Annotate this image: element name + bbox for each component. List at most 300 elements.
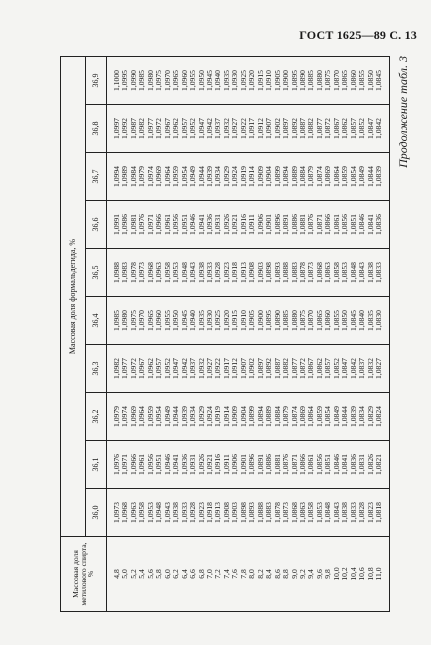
table-cell: 1,0942 [179, 358, 189, 379]
table-cell: 1,0942 [204, 118, 214, 139]
table-cell: 1,0857 [323, 358, 333, 379]
table-cell: 1,0954 [154, 406, 164, 427]
table-cell: 1,0934 [188, 406, 198, 427]
table-cell: 1,0915 [230, 310, 240, 331]
table-cell: 1,0913 [238, 262, 248, 283]
table-cell: 1,0945 [204, 70, 214, 91]
table-cell: 1,0894 [255, 406, 265, 427]
table-cell: 1,0859 [314, 406, 324, 427]
table-cell: 1,0970 [162, 70, 172, 91]
table-cell: 1,0975 [154, 70, 164, 91]
table-cell: 1,0849 [357, 166, 367, 187]
table-cell: 1,0975 [128, 310, 138, 331]
table-cell: 1,0907 [238, 358, 248, 379]
table-cell: 1,0987 [128, 118, 138, 139]
row-label: 6,2 [171, 569, 181, 579]
table-cell: 1,0841 [365, 214, 375, 235]
table-cell: 1,0879 [281, 406, 291, 427]
table-cell: 1,0854 [348, 166, 358, 187]
table-cell: 1,0861 [331, 214, 341, 235]
row-label: 5,4 [137, 569, 147, 579]
table-cell: 1,0887 [297, 118, 307, 139]
table-cell: 1,0940 [188, 310, 198, 331]
column-header: 36,0 [86, 489, 107, 537]
table-cell: 1,0977 [145, 118, 155, 139]
table-cell: 1,0883 [289, 262, 299, 283]
table-cell: 1,0872 [323, 118, 333, 139]
table-cell: 1,0960 [179, 70, 189, 91]
row-label: 9,4 [306, 569, 316, 579]
table-cell: 1,0912 [255, 118, 265, 139]
table-cell: 1,0884 [297, 166, 307, 187]
column-header: 36,8 [86, 105, 107, 153]
table-cell: 1,0933 [179, 502, 189, 523]
row-label: 8,8 [281, 569, 291, 579]
table-cell: 1,0886 [289, 214, 299, 235]
table-cell: 1,0911 [221, 454, 231, 475]
row-header: Массовая доля метилового спирта, % [61, 537, 107, 612]
table-cell: 1,0866 [323, 214, 333, 235]
column-header: 36,9 [86, 57, 107, 105]
table-cell: 1,0853 [340, 262, 350, 283]
rotated-table-area [60, 56, 420, 612]
value-column [107, 393, 390, 441]
table-cell: 1,0885 [306, 70, 316, 91]
row-label: 11,0 [374, 567, 384, 581]
table-cell: 1,0842 [374, 118, 384, 139]
table-cell: 1,0918 [204, 502, 214, 523]
row-label: 6,0 [162, 569, 172, 579]
span-header: Массовая доля формальдегида, % [61, 57, 86, 537]
table-cell: 1,0961 [137, 454, 147, 475]
table-cell: 1,0948 [179, 262, 189, 283]
table-cell: 1,0833 [374, 262, 384, 283]
table-cell: 1,0884 [272, 406, 282, 427]
table-cell: 1,0847 [340, 358, 350, 379]
row-label: 6,6 [188, 569, 198, 579]
row-label: 5,6 [145, 569, 155, 579]
table-cell: 1,0922 [213, 358, 223, 379]
row-label: 7,2 [213, 569, 223, 579]
table-cell: 1,0982 [137, 118, 147, 139]
table-cell: 1,0875 [297, 310, 307, 331]
table-cell: 1,0862 [314, 358, 324, 379]
table-cell: 1,0957 [154, 358, 164, 379]
table-cell: 1,0947 [171, 358, 181, 379]
table-cell: 1,0959 [171, 166, 181, 187]
table-cell: 1,0911 [247, 214, 257, 235]
table-cell: 1,0905 [272, 70, 282, 91]
row-label: 9,2 [297, 569, 307, 579]
table-cell: 1,0932 [221, 118, 231, 139]
table-cell: 1,0828 [357, 502, 367, 523]
table-cell: 1,0870 [331, 70, 341, 91]
table-cell: 1,0844 [340, 406, 350, 427]
table-cell: 1,0920 [247, 70, 257, 91]
table-cell: 1,0879 [306, 166, 316, 187]
table-cell: 1,0944 [171, 406, 181, 427]
table-cell: 1,0875 [323, 70, 333, 91]
table-cell: 1,0957 [179, 118, 189, 139]
table-cell: 1,0937 [213, 118, 223, 139]
table-cell: 1,0852 [331, 358, 341, 379]
table-cell: 1,0824 [374, 406, 384, 427]
table-cell: 1,0843 [357, 262, 367, 283]
table-cell: 1,0858 [306, 502, 316, 523]
table-cell: 1,0939 [204, 166, 214, 187]
column-header: 36,5 [86, 249, 107, 297]
table-cell: 1,0971 [145, 214, 155, 235]
table-cell: 1,0985 [112, 310, 121, 331]
value-column [107, 201, 390, 249]
table-cell: 1,0827 [374, 358, 384, 379]
table-cell: 1,0880 [314, 70, 324, 91]
table-cell: 1,0890 [272, 310, 282, 331]
table-cell: 1,0947 [196, 118, 206, 139]
table-cell: 1,0833 [348, 502, 358, 523]
table-cell: 1,0909 [230, 406, 240, 427]
table-cell: 1,0866 [297, 454, 307, 475]
column-header: 36,1 [86, 441, 107, 489]
table-cell: 1,0949 [188, 166, 198, 187]
table-cell: 1,0856 [340, 214, 350, 235]
table-cell: 1,0900 [255, 310, 265, 331]
table-cell: 1,0845 [374, 70, 384, 91]
row-label: 9,8 [323, 569, 333, 579]
row-label: 5,0 [120, 569, 130, 579]
table-cell: 1,0934 [213, 166, 223, 187]
table-cell: 1,0885 [281, 310, 291, 331]
table-cell: 1,0920 [221, 310, 231, 331]
table-cell: 1,0842 [348, 358, 358, 379]
table-cell: 1,0997 [112, 118, 121, 139]
table-cell: 1,0928 [188, 502, 198, 523]
table-cell: 1,0837 [357, 358, 367, 379]
table-cell: 1,0899 [272, 166, 282, 187]
row-labels-column [107, 537, 390, 612]
row-label: 8,6 [272, 569, 282, 579]
table-cell: 1,0845 [348, 310, 358, 331]
row-label: 8,4 [264, 569, 274, 579]
table-cell: 1,0838 [365, 262, 375, 283]
table-cell: 1,0906 [255, 214, 265, 235]
row-label: 10,4 [348, 567, 358, 581]
table-cell: 1,0855 [357, 70, 367, 91]
table-cell: 1,0882 [306, 118, 316, 139]
table-cell: 1,0883 [264, 502, 274, 523]
table-cell: 1,0859 [340, 166, 350, 187]
table-cell: 1,0871 [314, 214, 324, 235]
table-cell: 1,0936 [179, 454, 189, 475]
table-cell: 1,0939 [179, 406, 189, 427]
value-column [107, 345, 390, 393]
row-label: 9,0 [289, 569, 299, 579]
table-cell: 1,0953 [171, 262, 181, 283]
table-cell: 1,0836 [374, 214, 384, 235]
table-cell: 1,0864 [331, 166, 341, 187]
table-cell: 1,0921 [204, 454, 214, 475]
table-cell: 1,0929 [221, 166, 231, 187]
table-cell: 1,0917 [247, 118, 257, 139]
table-cell: 1,0818 [374, 502, 384, 523]
table-cell: 1,0839 [348, 406, 358, 427]
table-cell: 1,0974 [120, 406, 130, 427]
table-cell: 1,0958 [137, 502, 147, 523]
table-cell: 1,0834 [357, 406, 367, 427]
table-cell: 1,0985 [137, 70, 147, 91]
table-cell: 1,0986 [120, 214, 130, 235]
table-cell: 1,0988 [112, 262, 121, 283]
table-cell: 1,0871 [289, 454, 299, 475]
table-cell: 1,0901 [264, 214, 274, 235]
table-cell: 1,0881 [272, 454, 282, 475]
table-cell: 1,0867 [306, 358, 316, 379]
table-cell: 1,0893 [272, 262, 282, 283]
table-cell: 1,0906 [230, 454, 240, 475]
table-cell: 1,0903 [230, 502, 240, 523]
table-cell: 1,0835 [365, 310, 375, 331]
table-cell: 1,0980 [120, 310, 130, 331]
table-cell: 1,0896 [247, 454, 257, 475]
table-cell: 1,0954 [179, 166, 189, 187]
column-header: 36,3 [86, 345, 107, 393]
row-label: 7,0 [204, 569, 214, 579]
table-cell: 1,0892 [289, 118, 299, 139]
row-label: 8,2 [255, 569, 265, 579]
table-cell: 1,0930 [204, 310, 214, 331]
table-cell: 1,0956 [171, 214, 181, 235]
column-header: 36,2 [86, 393, 107, 441]
table-cell: 1,0953 [145, 502, 155, 523]
table-cell: 1,0882 [281, 358, 291, 379]
table-cell: 1,0839 [374, 166, 384, 187]
table-cell: 1,0976 [137, 214, 147, 235]
table-cell: 1,0865 [340, 70, 350, 91]
table-cell: 1,0878 [272, 502, 282, 523]
table-cell: 1,0915 [255, 70, 265, 91]
table-cell: 1,0856 [314, 454, 324, 475]
table-cell: 1,0850 [340, 310, 350, 331]
table-cell: 1,0968 [120, 502, 130, 523]
table-cell: 1,0955 [162, 310, 172, 331]
table-cell: 1,0860 [348, 70, 358, 91]
table-cell: 1,0961 [162, 214, 172, 235]
table-cell: 1,0966 [128, 454, 138, 475]
table-cell: 1,0887 [272, 358, 282, 379]
table-cell: 1,0895 [289, 70, 299, 91]
table-cell: 1,0959 [145, 406, 155, 427]
table-cell: 1,0914 [247, 166, 257, 187]
table-cell: 1,0972 [128, 358, 138, 379]
table-cell: 1,0904 [264, 166, 274, 187]
table-cell: 1,0878 [297, 262, 307, 283]
table-cell: 1,0943 [162, 502, 172, 523]
row-label: 7,4 [221, 569, 231, 579]
row-label: 6,8 [196, 569, 206, 579]
table-cell: 1,0976 [112, 454, 121, 475]
row-label: 7,6 [230, 569, 240, 579]
table-cell: 1,0967 [137, 358, 147, 379]
table-cell: 1,0848 [348, 262, 358, 283]
table-cell: 1,0923 [221, 262, 231, 283]
table-cell: 1,0899 [247, 406, 257, 427]
table-cell: 1,0903 [255, 262, 265, 283]
table-cell: 1,0969 [128, 406, 138, 427]
table-cell: 1,0854 [323, 406, 333, 427]
table-cell: 1,0964 [162, 166, 172, 187]
table-cell: 1,0950 [171, 310, 181, 331]
table-cell: 1,0949 [162, 406, 172, 427]
table-cell: 1,0922 [238, 118, 248, 139]
table-cell: 1,0948 [154, 502, 164, 523]
table-cell: 1,0836 [348, 454, 358, 475]
table-cell: 1,0870 [306, 310, 316, 331]
table-cell: 1,0863 [297, 502, 307, 523]
table-cell: 1,0932 [196, 358, 206, 379]
table-cell: 1,0990 [128, 70, 138, 91]
table-cell: 1,0902 [272, 118, 282, 139]
value-column [107, 489, 390, 537]
table-cell: 1,0979 [137, 166, 147, 187]
table-cell: 1,0829 [365, 406, 375, 427]
row-label: 5,2 [128, 569, 138, 579]
table-cell: 1,0910 [264, 70, 274, 91]
table-cell: 1,0846 [357, 214, 367, 235]
value-column [107, 57, 390, 105]
table-cell: 1,0868 [314, 262, 324, 283]
table-cell: 1,0923 [196, 502, 206, 523]
row-label: 4,8 [112, 569, 121, 579]
table-cell: 1,1000 [112, 70, 121, 91]
table-cell: 1,0916 [213, 454, 223, 475]
table-cell: 1,0826 [365, 454, 375, 475]
table-cell: 1,0841 [340, 454, 350, 475]
table-cell: 1,0897 [255, 358, 265, 379]
table-cell: 1,0849 [331, 406, 341, 427]
table-cell: 1,0873 [306, 262, 316, 283]
table-cell: 1,0873 [281, 502, 291, 523]
table-cell: 1,0848 [323, 502, 333, 523]
row-label: 8,0 [247, 569, 257, 579]
table-cell: 1,0867 [331, 118, 341, 139]
table-cell: 1,0964 [137, 406, 147, 427]
table-cell: 1,0944 [196, 166, 206, 187]
table-cell: 1,0946 [162, 454, 172, 475]
table-cell: 1,0941 [196, 214, 206, 235]
table-cell: 1,0919 [213, 406, 223, 427]
table-cell: 1,0896 [272, 214, 282, 235]
table-cell: 1,0973 [112, 502, 121, 523]
table-cell: 1,0946 [188, 214, 198, 235]
table-cell: 1,0963 [154, 262, 164, 283]
table-cell: 1,0963 [128, 502, 138, 523]
row-label: 7,8 [238, 569, 248, 579]
table-cell: 1,0981 [128, 214, 138, 235]
table-cell: 1,0877 [289, 358, 299, 379]
table-cell: 1,0936 [204, 214, 214, 235]
table-cell: 1,0952 [162, 358, 172, 379]
table-cell: 1,0897 [281, 118, 291, 139]
table-cell: 1,0940 [213, 70, 223, 91]
table-cell: 1,0994 [112, 166, 121, 187]
table-cell: 1,0886 [264, 454, 274, 475]
table-cell: 1,0880 [289, 310, 299, 331]
table-cell: 1,0925 [213, 310, 223, 331]
table-cell: 1,0905 [247, 310, 257, 331]
table-cell: 1,0907 [264, 118, 274, 139]
table-cell: 1,0902 [247, 358, 257, 379]
table-cell: 1,0924 [230, 166, 240, 187]
value-column [107, 153, 390, 201]
table-cell: 1,0850 [365, 70, 375, 91]
table-cell: 1,0846 [331, 454, 341, 475]
table-cell: 1,0821 [374, 454, 384, 475]
table-cell: 1,0895 [264, 310, 274, 331]
table-cell: 1,0917 [221, 358, 231, 379]
table-cell: 1,0891 [255, 454, 265, 475]
table-cell: 1,0910 [238, 310, 248, 331]
table-cell: 1,0892 [264, 358, 274, 379]
table-cell: 1,0894 [281, 166, 291, 187]
column-header: 36,6 [86, 201, 107, 249]
table-cell: 1,0888 [281, 262, 291, 283]
table-cell: 1,0951 [179, 214, 189, 235]
value-column [107, 441, 390, 489]
table-cell: 1,0931 [213, 214, 223, 235]
table-cell: 1,0914 [221, 406, 231, 427]
table-cell: 1,0830 [374, 310, 384, 331]
table-cell: 1,0927 [230, 118, 240, 139]
row-label: 10,8 [365, 567, 375, 581]
table-cell: 1,0968 [145, 262, 155, 283]
table-cell: 1,0872 [297, 358, 307, 379]
table-cell: 1,0847 [365, 118, 375, 139]
table-cell: 1,0938 [196, 262, 206, 283]
table-cell: 1,0962 [171, 118, 181, 139]
table-cell: 1,0965 [145, 310, 155, 331]
table-cell: 1,0860 [323, 310, 333, 331]
table-cell: 1,0969 [154, 166, 164, 187]
table-cell: 1,0970 [137, 310, 147, 331]
table-cell: 1,0865 [314, 310, 324, 331]
table-cell: 1,0991 [112, 214, 121, 235]
table-cell: 1,0992 [120, 118, 130, 139]
table-cell: 1,0933 [204, 262, 214, 283]
table-cell: 1,0972 [154, 118, 164, 139]
table-cell: 1,0916 [238, 214, 248, 235]
table-cell: 1,0881 [297, 214, 307, 235]
table-cell: 1,0851 [323, 454, 333, 475]
table-cell: 1,0930 [230, 70, 240, 91]
table-cell: 1,0852 [357, 118, 367, 139]
table-cell: 1,0869 [323, 166, 333, 187]
value-column [107, 297, 390, 345]
table-cell: 1,0901 [238, 454, 248, 475]
row-label: 10,2 [340, 567, 350, 581]
table-cell: 1,0965 [171, 70, 181, 91]
table-cell: 1,0960 [154, 310, 164, 331]
table-cell: 1,0831 [357, 454, 367, 475]
table-cell: 1,0840 [357, 310, 367, 331]
table-cell: 1,0823 [365, 502, 375, 523]
table-cell: 1,0838 [340, 502, 350, 523]
table-cell: 1,0967 [162, 118, 172, 139]
table-cell: 1,0989 [120, 166, 130, 187]
table-cell: 1,0876 [281, 454, 291, 475]
table-cell: 1,0951 [154, 454, 164, 475]
table-cell: 1,0861 [306, 454, 316, 475]
value-column [107, 105, 390, 153]
